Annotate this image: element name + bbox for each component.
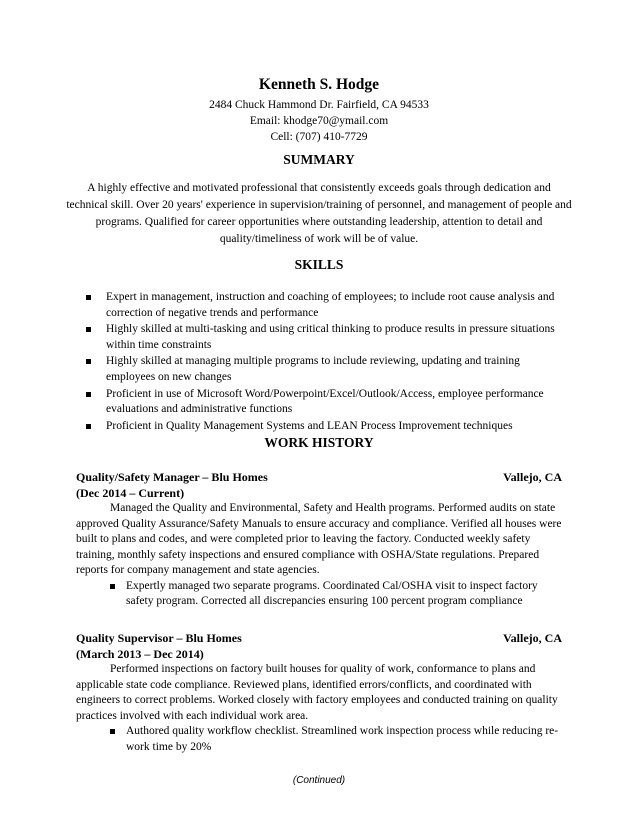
skill-item: Expert in management, instruction and coaching of employees; to include root cause analysis and correction of negative trends and performance	[80, 290, 570, 321]
candidate-name: Kenneth S. Hodge	[258, 76, 380, 93]
job-title: Quality/Safety Manager – Blu Homes	[76, 470, 268, 484]
contact-address: 2484 Chuck Hammond Dr. Fairfield, CA 94533	[209, 99, 429, 111]
job-title: Quality Supervisor – Blu Homes	[76, 631, 242, 645]
job-header	[76, 630, 562, 646]
skills-heading: SKILLS	[294, 257, 344, 272]
job-header	[76, 469, 562, 485]
job-description: Performed inspections on factory built houses for quality of work, conformance to plans and applicable state code compliance. Reviewed plans, identified errors/conflicts, and coordinated with engineers to correct problems. Worked closely with factory employees and conducted training on quality practices involved with each individual work area.	[76, 663, 558, 722]
job-entry	[76, 469, 562, 610]
job-dates: (Dec 2014 – Current)	[76, 486, 185, 500]
job-achievements	[76, 724, 562, 755]
skill-item: Proficient in use of Microsoft Word/Powerpoint/Excel/Outlook/Access, employee performance evaluations and administrative functions	[80, 387, 570, 418]
job-description: Managed the Quality and Environmental, Safety and Health programs. Performed audits on state approved Quality Assurance/Safety Manuals to ensure accuracy and compliance. Verified all houses were built to plans and codes, and were completed prior to leaving the factory. Conducted weekly safety training, monthly safety inspections and ensured compliance with OSHA/State regulations. Prepared reports for company management and state agencies.	[76, 502, 562, 576]
skill-item: Proficient in Quality Management Systems and LEAN Process Improvement techniques	[80, 419, 570, 435]
job-dates: (March 2013 – Dec 2014)	[76, 647, 204, 661]
skill-item: Highly skilled at multi-tasking and using critical thinking to produce results in pressure situations within time constraints	[80, 322, 570, 353]
skills-list	[80, 290, 570, 435]
job-entry	[76, 630, 562, 755]
work-history-heading: WORK HISTORY	[264, 435, 374, 450]
summary-heading: SUMMARY	[283, 152, 355, 167]
job-location: Vallejo, CA	[503, 470, 562, 484]
contact-phone: Cell: (707) 410-7729	[270, 131, 368, 143]
job-achievements	[76, 579, 562, 610]
job-achievement-item: Authored quality workflow checklist. Streamlined work inspection process while reducing re-work time by 20%	[106, 724, 562, 755]
continued-footer: (Continued)	[292, 775, 346, 786]
job-location: Vallejo, CA	[503, 631, 562, 645]
job-achievement-item: Expertly managed two separate programs. Coordinated Cal/OSHA visit to inspect factory safety program. Corrected all discrepancies ensuring 100 percent program compliance	[106, 579, 562, 610]
contact-email: Email: khodge70@ymail.com	[249, 115, 389, 127]
summary-text: A highly effective and motivated professional that consistently exceeds goals through dedication and technical skill. Over 20 years' experience in supervision/training of personnel, and management of people and programs. Qualified for career opportunities where outstanding leadership, attention to detail and quality/timeliness of work will be of value.	[66, 182, 572, 245]
skill-item: Highly skilled at managing multiple programs to include reviewing, updating and training employees on new changes	[80, 354, 570, 385]
